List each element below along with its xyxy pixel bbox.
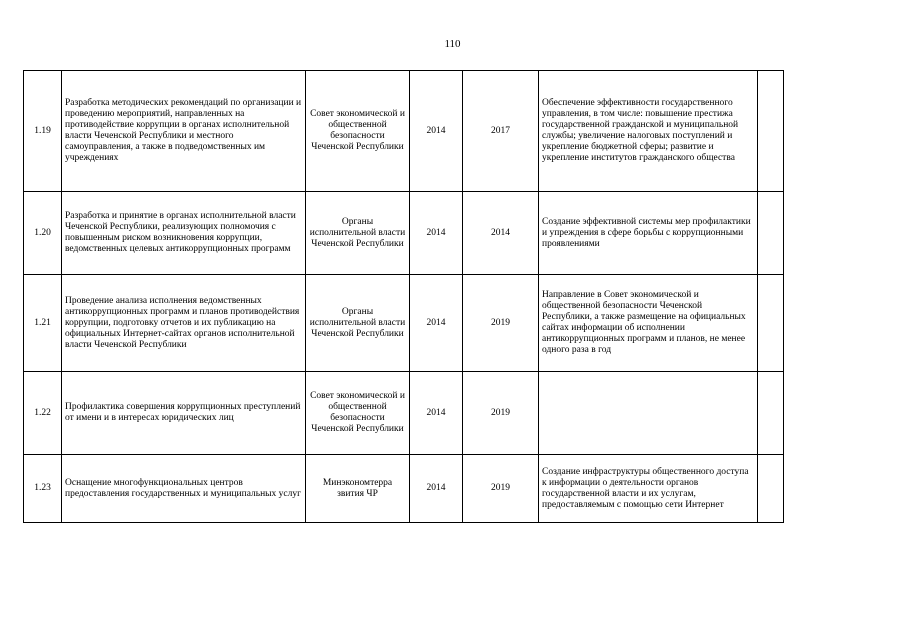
table-row: [24, 455, 784, 523]
start-year: 2014: [410, 455, 463, 523]
table-row: [24, 275, 784, 372]
start-year: 2014: [410, 71, 463, 192]
end-year: 2017: [463, 71, 539, 192]
result-text: Создание инфраструктуры общественного доступа к информации о деятельности органов государственной власти и их услугам, предоставляемым с помощью сети Интернет: [539, 455, 758, 523]
row-number: 1.22: [24, 372, 62, 455]
executor-text: Органы исполнительной власти Чеченской Республики: [306, 275, 410, 372]
measure-text: Оснащение многофункциональных центров предоставления государственных и муниципальных услуг: [62, 455, 306, 523]
note-cell: [758, 455, 784, 523]
row-number: 1.19: [24, 71, 62, 192]
result-text: Обеспечение эффективности государственного управления, в том числе: повышение престижа государственной гражданской и муниципальной службы; увеличение налоговых поступлений и укрепление бюджетной сферы; развитие и укрепление институтов гражданского общества: [539, 71, 758, 192]
row-number: 1.20: [24, 192, 62, 275]
start-year: 2014: [410, 192, 463, 275]
start-year: 2014: [410, 275, 463, 372]
table-row: [24, 192, 784, 275]
page-number: 110: [444, 38, 461, 50]
result-text: Создание эффективной системы мер профилактики и упреждения в сфере борьбы с коррупционными проявлениями: [539, 192, 758, 275]
measure-text: Проведение анализа исполнения ведомственных антикоррупционных программ и планов противодействия коррупции, подготовку отчетов и их публикацию на официальных Интернет-сайтах органов исполнительной власти Чеченской Республики: [62, 275, 306, 372]
row-number: 1.21: [24, 275, 62, 372]
row-number: 1.23: [24, 455, 62, 523]
start-year: 2014: [410, 372, 463, 455]
note-cell: [758, 275, 784, 372]
end-year: 2019: [463, 455, 539, 523]
executor-text: Совет экономической и общественной безопасности Чеченской Республики: [306, 372, 410, 455]
note-cell: [758, 192, 784, 275]
table-row: [24, 372, 784, 455]
table-row: [24, 71, 784, 192]
measure-text: Разработка и принятие в органах исполнительной власти Чеченской Республики, реализующих полномочия с повышенным риском возникновения коррупции, ведомственных целевых антикоррупционных программ: [62, 192, 306, 275]
end-year: 2019: [463, 372, 539, 455]
measure-text: Разработка методических рекомендаций по организации и проведению мероприятий, направленных на противодействие коррупции в органах исполнительной власти Чеченской Республики и местного самоуправления, а также в подведомственных им учреждениях: [62, 71, 306, 192]
result-text: [539, 372, 758, 455]
measure-text: Профилактика совершения коррупционных преступлений от имени и в интересах юридических лиц: [62, 372, 306, 455]
executor-text: Минэкономтерра звития ЧР: [306, 455, 410, 523]
measures-table: [23, 70, 784, 523]
note-cell: [758, 372, 784, 455]
result-text: Направление в Совет экономической и общественной безопасности Чеченской Республики, а также размещение на официальных сайтах информации об исполнении антикоррупционных программ и планов, не менее одного раза в год: [539, 275, 758, 372]
executor-text: Органы исполнительной власти Чеченской Республики: [306, 192, 410, 275]
end-year: 2014: [463, 192, 539, 275]
end-year: 2019: [463, 275, 539, 372]
executor-text: Совет экономической и общественной безопасности Чеченской Республики: [306, 71, 410, 192]
note-cell: [758, 71, 784, 192]
